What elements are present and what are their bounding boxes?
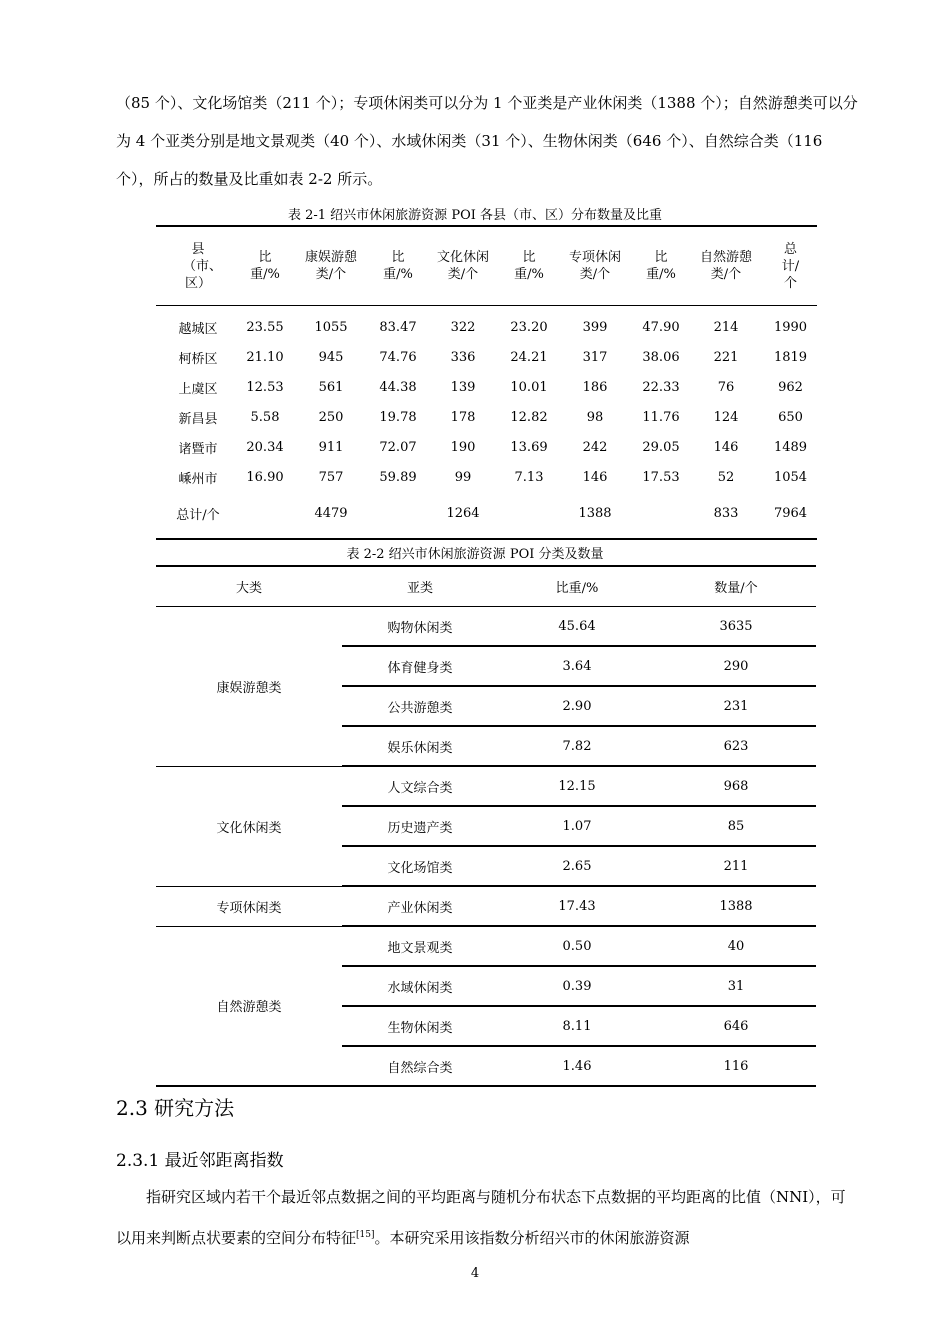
table1-header: 比重/% (634, 226, 688, 306)
table-cell: 29.05 (642, 439, 680, 455)
subcategory-cell: 生物休闲类 (342, 1006, 498, 1046)
table-cell: 178 (450, 409, 476, 425)
table-cell: 322 (450, 319, 476, 335)
table-cell: 柯桥区 (178, 351, 218, 367)
category-cell: 自然游憩类 (156, 926, 342, 1086)
table2-header: 亚类 (342, 566, 498, 607)
subcategory-cell: 购物休闲类 (387, 620, 453, 636)
table-cell: 13.69 (510, 439, 548, 455)
count-cell: 211 (656, 846, 816, 886)
table-cell: 嵊州市 (178, 471, 218, 487)
table-cell: 99 (454, 469, 472, 485)
table-cell: 146 (582, 469, 608, 485)
table1 (156, 225, 817, 540)
table-cell: 23.20 (510, 319, 548, 335)
subcategory-cell: 水域休闲类 (342, 966, 498, 1006)
citation-ref[interactable]: [15] (356, 1230, 375, 1240)
table2-caption: 表 2-2 绍兴市休闲旅游资源 POI 分类及数量 (346, 547, 604, 562)
table-cell: 4479 (314, 505, 348, 521)
table-cell: 124 (713, 409, 739, 425)
table1-caption: 表 2-1 绍兴市休闲旅游资源 POI 各县（市、区）分布数量及比重 (287, 208, 662, 223)
table-cell: 757 (318, 469, 344, 485)
table-cell: 47.90 (642, 319, 680, 335)
table1-header: 专项休闲类/个 (556, 226, 634, 306)
table-cell: 17.53 (642, 469, 680, 485)
count-cell: 85 (656, 806, 816, 846)
category-cell: 康娱游憩类 (216, 680, 282, 696)
percent-cell: 0.50 (498, 926, 656, 966)
table1-header-row (156, 226, 817, 306)
subcategory-cell: 地文景观类 (342, 926, 498, 966)
table-cell: 1264 (446, 505, 480, 521)
table-row (156, 372, 817, 402)
subcategory-cell: 产业休闲类 (342, 886, 498, 926)
table-cell: 1819 (773, 349, 808, 365)
table-cell: 22.33 (642, 379, 680, 395)
table-cell: 250 (318, 409, 344, 425)
page-number: 4 (470, 1266, 480, 1281)
table-cell: 上虞区 (178, 381, 218, 397)
table-cell: 诸暨市 (178, 441, 218, 457)
table-cell (240, 492, 290, 539)
table-cell: 1054 (773, 469, 808, 485)
table2-header-row (156, 566, 816, 607)
table-cell: 98 (586, 409, 604, 425)
table-cell: 24.21 (510, 349, 548, 365)
percent-cell: 1.46 (498, 1046, 656, 1086)
subcategory-cell: 体育健身类 (342, 646, 498, 686)
body-text-tail: 。本研究采用该指数分析绍兴市的休闲旅游资源 (374, 1229, 690, 1247)
subsection-heading: 2.3.1 最近邻距离指数 (116, 1151, 284, 1171)
table-cell: 146 (713, 439, 739, 455)
table-cell: 399 (582, 319, 608, 335)
table-cell: 561 (318, 379, 344, 395)
subcategory-cell: 公共游憩类 (342, 686, 498, 726)
table-row (156, 402, 817, 432)
table1-header: 比重/% (372, 226, 424, 306)
table-cell: 7.13 (514, 469, 544, 485)
table1-header: 康娱游憩类/个 (290, 226, 372, 306)
table-row (156, 462, 817, 492)
subcategory-cell: 自然综合类 (342, 1046, 498, 1086)
table2-header: 大类 (156, 566, 342, 607)
table-cell: 72.07 (379, 439, 417, 455)
table-cell: 12.82 (510, 409, 548, 425)
table-cell: 1055 (314, 319, 348, 335)
table-cell: 186 (582, 379, 608, 395)
percent-cell: 45.64 (558, 618, 596, 634)
table-cell: 650 (778, 409, 803, 425)
subcategory-cell: 娱乐休闲类 (342, 726, 498, 766)
table1-header: 县（市、区） (156, 226, 240, 306)
table-row (156, 432, 817, 462)
table-cell: 总计/个 (176, 507, 220, 523)
table-cell: 10.01 (510, 379, 548, 395)
table2-header: 数量/个 (656, 566, 816, 607)
table-cell: 52 (717, 469, 735, 485)
table-cell: 317 (582, 349, 608, 365)
table2 (156, 565, 816, 1087)
body-text-main: 指研究区域内若干个最近邻点数据之间的平均距离与随机分布状态下点数据的平均距离的比值（NNI），可以用来判断点状要素的空间分布特征 (116, 1188, 846, 1247)
table-row (156, 306, 817, 343)
table-cell: 7964 (773, 505, 808, 521)
table-cell: 242 (582, 439, 608, 455)
category-cell: 专项休闲类 (156, 886, 342, 926)
table-cell: 20.34 (246, 439, 284, 455)
table-cell: 214 (713, 319, 739, 335)
section-heading: 2.3 研究方法 (116, 1096, 235, 1120)
table-row (156, 607, 816, 647)
percent-cell: 1.07 (498, 806, 656, 846)
table-cell: 190 (450, 439, 476, 455)
table-total-row (156, 492, 817, 539)
body-paragraph (116, 1178, 860, 1257)
count-cell: 968 (656, 766, 816, 806)
percent-cell: 0.39 (498, 966, 656, 1006)
percent-cell: 2.90 (498, 686, 656, 726)
table1-header: 比重/% (502, 226, 556, 306)
percent-cell: 17.43 (498, 886, 656, 926)
table-cell (372, 492, 424, 539)
count-cell: 3635 (719, 618, 753, 634)
category-cell: 文化休闲类 (156, 766, 342, 886)
table-cell: 221 (713, 349, 739, 365)
table1-header: 文化休闲类/个 (424, 226, 502, 306)
table-cell: 833 (713, 505, 739, 521)
count-cell: 40 (656, 926, 816, 966)
table2-header: 比重/% (498, 566, 656, 607)
table-cell: 越城区 (178, 321, 218, 337)
subcategory-cell: 文化场馆类 (342, 846, 498, 886)
table-cell: 911 (318, 439, 344, 455)
table-cell: 83.47 (379, 319, 417, 335)
table-cell: 38.06 (642, 349, 680, 365)
table-row (156, 766, 816, 806)
table-row (156, 886, 816, 926)
count-cell: 646 (656, 1006, 816, 1046)
percent-cell: 12.15 (498, 766, 656, 806)
table-cell (502, 492, 556, 539)
table-cell: 23.55 (246, 319, 284, 335)
count-cell: 290 (656, 646, 816, 686)
table-cell: 59.89 (379, 469, 417, 485)
table-cell: 1489 (773, 439, 808, 455)
table-cell: 5.58 (250, 409, 280, 425)
table-cell: 19.78 (379, 409, 417, 425)
percent-cell: 3.64 (498, 646, 656, 686)
table-row (156, 342, 817, 372)
table-cell: 74.76 (379, 349, 417, 365)
subcategory-cell: 人文综合类 (342, 766, 498, 806)
table-cell: 962 (778, 379, 803, 395)
count-cell: 623 (656, 726, 816, 766)
table-cell: 139 (450, 379, 476, 395)
table-cell: 336 (450, 349, 476, 365)
table1-header: 比重/% (240, 226, 290, 306)
table-row (156, 926, 816, 966)
table-cell (634, 492, 688, 539)
table-cell: 21.10 (246, 349, 284, 365)
table-cell: 1388 (578, 505, 612, 521)
count-cell: 116 (656, 1046, 816, 1086)
table-cell: 945 (318, 349, 344, 365)
table1-header: 总计/个 (764, 226, 817, 306)
count-cell: 1388 (656, 886, 816, 926)
table-cell: 1990 (773, 319, 808, 335)
table-cell: 76 (717, 379, 735, 395)
table1-header: 自然游憩类/个 (688, 226, 764, 306)
percent-cell: 8.11 (498, 1006, 656, 1046)
table-cell: 12.53 (246, 379, 284, 395)
count-cell: 31 (656, 966, 816, 1006)
percent-cell: 7.82 (498, 726, 656, 766)
percent-cell: 2.65 (498, 846, 656, 886)
count-cell: 231 (656, 686, 816, 726)
table-cell: 11.76 (642, 409, 680, 425)
table-cell: 44.38 (379, 379, 417, 395)
table-cell: 新昌县 (178, 411, 218, 427)
intro-paragraph: （85 个）、文化场馆类（211 个）；专项休闲类可以分为 1 个亚类是产业休闲类（1388 个）；自然游憩类可以分为 4 个亚类分别是地文景观类（40 个）、水域休闲类（31 个）、生物休闲类（646 个）、自然综合类（116 个），所占的数量及比重如表 2-2 所示。 (116, 94, 858, 188)
table-cell: 16.90 (246, 469, 284, 485)
subcategory-cell: 历史遗产类 (342, 806, 498, 846)
